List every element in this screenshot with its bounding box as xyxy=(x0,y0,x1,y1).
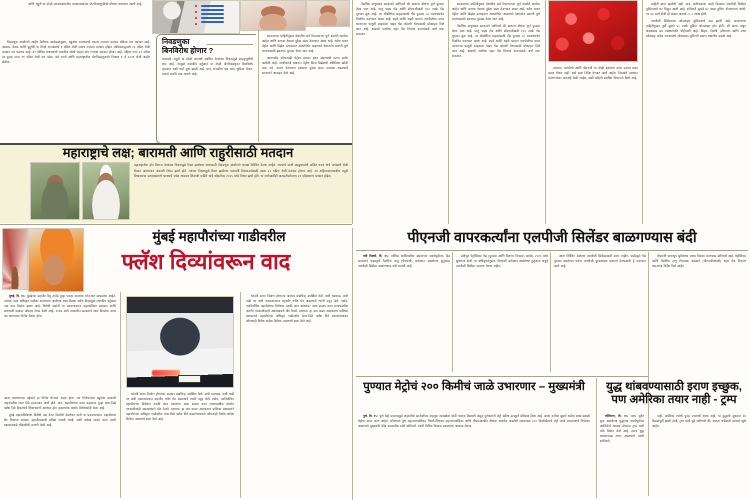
trump-headline: युद्ध थांबवण्यासाठी इराण इच्छुक, पण अमेरिका तयार नाही - ट्रम्प xyxy=(606,381,742,407)
lead-col1-text: मुंबईच्या महापौर रितू तावडे पुन्हा एकदा वादाच्या भोवऱ्यात सापडल्या आहेत. त्यांच्या नव्या अधिकृत गाडीवर लावण्यात आलेल्या लाल-निळ्या फ्लॅश दिव्यांमुळे राजकीय वर्तुळात नवा वाद निर्माण झाला आहे. विरोधी पक्षांनी या प्रकरणावरून महापालिका प्रशासन आणि सत्ताधारी पक्षावर जोरदार टीका केली आहे. २०१७ मध्ये तत्कालीन सरकारने लाल दिव्यांचा वापर बंद करण्याचा निर्णय घेतला होता. xyxy=(4,294,116,318)
paragraph: निवडणूक आयोगाने जाहीर केलेल्या कार्यक्रमानुसार, बहुतांश राज्यांमध्ये एकाच टप्प्यात मतदान प्रक्रिया पार पडणार आहे. आसाम, केरळ आणि पुद्दुचेरी या तिन्ही राज्यांमध्ये १ एप्रिल रोजी एकाच टप्प्यात मतदान होईल. तामिळनाडूमध्ये २२ एप्रिल रोजी मतदान पार पडणार आहे. तर पश्चिम बंगालमध्ये राजकीय संघर्ष पाहता दोन टप्प्यांत मतदान होणार आहे. पहिला टप्पा २२ एप्रिल तर दुसरा टप्पा २९ एप्रिल रोजी पार पडेल. सर्व राज्ये आणि महाराष्ट्रातील पोटनिवडणुकांचे निकाल ६ मे २०२६ रोजी जाहीर होतील. xyxy=(2,40,150,64)
paragraph: दरम्यान, एलपीजी आणि पीएनजी या दोन्ही इंधनांचा वापर एकाच घरात करता येणार नाही, असे स्पष्ट निर्देश देण्यात आले आहेत. नियमांचे उल्लंघन करणाऱ्यांवर कारवाई केली जाईल, अशी माहिती संबंधित विभागाने दिली आहे. xyxy=(548,66,638,80)
red-chilli-photo xyxy=(548,0,638,62)
trump-col1-text: मध्य पूर्वेत सुरू असलेल्या युद्धाच्या पार्श्वभूमीवर अमेरिकेचे अध्यक्ष डोनाल्ड ट्रम्प यांनी मोठे विधान केले आहे. इराण युद्ध थांबवण्यास तयार असल्याचे त्यांनी सांगितले. xyxy=(600,414,644,443)
trump-column-2: नाही. अमेरिका त्यांची पुन्हा उभारणी शक्य नाही. या युद्धाची सुरुवात २६ दिवसांपूर्वी झाली होती. ट्रम्प यांनी पुढे सांगितले की, शांतता चर्चेसाठी दरवाजे खुले आहेत. xyxy=(652,414,746,428)
paragraph: नैसर्गिक वायूबाबत सरकारने सांगितले की प्राधान्य क्षेत्रांना पूर्ण पुरवठा केला जात आहे. परंतु पाइप गॅस आणि सीएनजीसाठी १०० टक्के गॅस पुरवठा सुरू आहे, तर औद्योगिक ग्राहकांसाठी गॅस पुरवठा ८० टक्क्यांपर्यंत नियंत्रित करण्यात आला आहे. शहरे आणि शहरी भागात एलपीजीचा वापर करणाऱ्या घरगुती ग्राहकांना पाइप गॅस जोडणी घेण्यासाठी प्रोत्साहन दिले जात आहे. यासाठी नागरिक शहर गॅस वितरण कंपन्यांकडे अर्ज करू शकतात. xyxy=(452,24,540,58)
lead-column-3: भोवती सतत निर्माण होणाऱ्या वादांवर प्रश्नचिन्ह उपस्थित केले. कधी घडचाळ, कधी गाडी तर कधी वक्तव्यांवरून महापौर चर्चेत येत असल्याचे त्यांनी नमूद केले. तसेच, नवनिर्वाचित महापौरांच्या विरोधात नक्की काय चाललंय? अशा सवाल करत भाजपमधील अंतर्गत गटबाजीवरही अप्रत्यक्षपणे बोट ठेवले. दरम्यान, हा वाद वाढत असतानाच पालिका प्रशासनाने महापौरांच्या अधिकृत गाडीवरील लाल-निळे फ्लॅश दिवे बसवण्याबाबत कोणताही विशेष आदेश दिलेला नसल्याचे स्पष्ट केले आहे. xyxy=(246,294,348,323)
lead-column-4 xyxy=(4,396,116,430)
paragraph: आता घालण्याच्या उद्देशाने हा निर्णय घेण्यात आला होता. त्या निर्णयानंतर बहुतांश सरकारी वाहनांवरील लाल दिवे हटवण्यात आले होते. मात्र, महापौरांच्या नव्या वाहनावर पुन्हा लाल-निळे फ्लॅश दिवे दिसल्याने शिष्टाचाराचे उल्लंघन होत असल्याचा आरोप विरोधकांनी केला आहे. xyxy=(4,396,116,410)
sidebar-box-body: बारामती, राहुरी या दोन्ही जागांशी संबंधित नेत्यांच्या निधनामुळे सहानुभूतीची लाट आहे. त्यामुळे राजकीय वर्तुळात या दोन्ही पोटनिवडणुका बिनविरोध व्हाव्यात अशी चर्चा सुरू झाली आहे. मात्र, राजकीय पक्ष काय भूमिका घेतात, याकडे सर्वांचे लक्ष लागले आहे. xyxy=(162,57,253,77)
lead-column-2: भोवती सतत निर्माण होणाऱ्या वादांवर प्रश्नचिन्ह उपस्थित केले. कधी घडचाळ, कधी गाडी तर कधी वक्तव्यांवरून महापौर चर्चेत येत असल्याचे त्यांनी नमूद केले. तसेच, नवनिर्वाचित महापौरांच्या विरोधात नक्की काय चाललंय? अशा सवाल करत भाजपमधील अंतर्गत गटबाजीवरही अप्रत्यक्षपणे बोट ठेवले. दरम्यान, हा वाद वाढत असतानाच पालिका प्रशासनाने महापौरांच्या अधिकृत गाडीवरील लाल-निळे फ्लॅश दिवे बसवण्याबाबत कोणताही विशेष आदेश दिलेला नसल्याचे स्पष्ट केले आहे. xyxy=(126,392,234,421)
top-center-column-a xyxy=(262,34,348,78)
paragraph: सरकारच्या माहितीनुसार देशातील सर्व रिफायनऱ्या पूर्ण क्षमतेने कार्यरत आहेत आणि कच्च्या तेलाचा पुरेसा साठा ठेवण्यात आला आहे. तसेच भारत पेट्रोल आणि डिझेल उत्पादनात आत्मनिर्भर असल्याने देशांतर्गत मागणी पूर्ण करण्यासाठी इंधनाचा पुरवठा केला जात आहे. xyxy=(262,34,348,53)
lpg-column-2: द्रवीभूत पेट्रोलियम गॅस (पुरवठा आणि वितरण नियमन) आदेश, २००० मध्ये सुधारणा केली. या अधिसूचनेनुसार, पीएनजी कनेक्शन असलेल्या कुटुंबांना यापुढे एलपीजी सिलेंडर वापरता येणार नाहीत. xyxy=(456,254,548,268)
paragraph xyxy=(600,414,644,444)
paragraph xyxy=(358,254,450,269)
decorative-feather-photo xyxy=(2,228,28,290)
lead-column-1 xyxy=(4,294,116,321)
dateline: मुंबई, दि. १५: xyxy=(9,294,26,298)
baramati-headline: महाराष्ट्राचे लक्ष; बारामती आणि राहुरीसाठी मतदान xyxy=(62,145,294,160)
ajit-pawar-photo xyxy=(30,162,80,220)
evm-indicator-dots xyxy=(195,5,197,29)
lpg-column-4: पीएनजी पायाभूत सुविधांचा जलद विस्तार करण्यास सांगितले आहे. पेट्रोलियम आणि नैसर्गिक वायू नियामक मंडळाने (पीएनजीआरबी) शहर गॅस वितरण कंपन्यांना निर्देश दिले आहेत. xyxy=(652,254,746,268)
lpg-headline: पीएनजी वापरकर्त्यांना एलपीजी सिलेंडर बाळगण्यास बंदी xyxy=(407,230,697,246)
paragraph: आतापर्यंत कोणत्याही पेट्रोल पंपावर इंधन संपल्याची घटना समोर आलेली नाही. नागरिकांनी घाबरून पेट्रोल किंवा डिझेलची अतिरिक्त खरेदी करू नये, कारण देशभरात इंधनाचा पुरेसा साठा उपलब्ध असल्याचे सरकारने आवाहन केले आहे. xyxy=(262,56,348,75)
paragraph xyxy=(4,294,116,319)
trump-column-1 xyxy=(600,414,644,446)
dateline: वॉशिंग्टन, दि. १५: xyxy=(605,414,629,418)
portrait-thumb-photo xyxy=(306,0,350,27)
sidebar-box-title-line1: निवडणुका xyxy=(162,37,190,46)
top-center-column-b xyxy=(356,2,444,39)
paragraph: सरकारच्या माहितीनुसार देशातील सर्व रिफायनऱ्या पूर्ण क्षमतेने कार्यरत आहेत आणि कच्च्या तेलाचा पुरेसा साठा ठेवण्यात आला आहे. तसेच भारत पेट्रोल आणि डिझेल उत्पादनात आत्मनिर्भर असल्याने देशांतर्गत मागणी पूर्ण करण्यासाठी इंधनाचा पुरवठा केला जात आहे. xyxy=(452,2,540,21)
paragraph: मुंबई महापालिकेच्या विरोधी पक्ष नेत्या किशोरी पेडणेकर यांनी या प्रकरणावरून महापौरांवर थेट निशाणा साधला. महापौरपदाची प्रतिष्ठा जपली जावी, अशी अपेक्षा व्यक्त करत त्यांनी प्रशासनाकडे चौकशीची मागणी केली आहे. xyxy=(4,413,116,427)
evm-machine-photo xyxy=(152,0,240,34)
paragraph: एलपीजी सिलेंडरच्या ऑनलाइन बुकिंगमध्ये वाढ झाली आहे. सरकारच्या माहितीनुसार पूर्वी सुमारे ५८ टक्के बुकिंग ऑनलाइन होत होती, जी आता वाढून जवळपास ७७ टक्क्यांपर्यंत पोहोचली आहे. बिहार, दिल्ली, हरियाणा आणि उत्तर प्रदेशसह अनेक राज्यांमध्ये ऑनलाइन बुकिंगचे प्रमाण लक्षणीय वाढले आहे. xyxy=(646,19,746,38)
top-left-story-body xyxy=(2,40,150,67)
shivaji-kardile-photo xyxy=(82,162,130,220)
top-left-continued-text xyxy=(28,2,146,7)
sidebar-box-title-line2: बिनविरोध होणार ? xyxy=(162,45,214,55)
sidebar-box xyxy=(156,34,256,144)
paragraph: माहिती प्राप्त झालेली नाही. मात्र, अलीकडच्या काही दिवसांत एलपीजी सिलेंडर बुकिंगमध्ये घट दिसून आली आहे. शनिवारी सुमारे ७८ लाख बुकिंग नोंदवण्यात आली, तर १२ मार्च रोजी ही संख्या अंदाजे ८८.८ लाख होती. xyxy=(646,2,746,16)
dateline: नवी दिल्ली, दि. १५: xyxy=(363,254,389,258)
metro-body-text: पुणे मेट्रो प्रकल्पामुळे शहरातील सार्वजनिक वाहतूक व्यवस्थेला मोठी चालना मिळाली असून पुणेकरांनी मेट्रो सेवेला उत्स्फूर्त प्रतिसाद दिला आहे. सध्या दररोज सुमारे अडीच लाख प्रवासी मेट्रोचा वापर करत आहेत. भविष्यात पुणे महानगरपालिका, पिंपरी-चिंचवड महानगरपालिका आणि पीएमआरडीए क्षेत्राचा समावेश असलेले जवळपास २०० किलोमीटरचे मेट्रो जाळे उभारण्याचे नियोजन असल्याचे मुख्यमंत्री देवेंद्र फडणवीस यांनी सांगितले. त्यांनी विविध विकास प्रकल्पांचा आढावा घेतला. xyxy=(358,414,590,428)
voter-photo xyxy=(240,0,306,31)
baramati-story-body: महाराष्ट्रातील दोन दिग्गज नेत्यांच्या निधनामुळे रिक्त झालेल्या जागांसाठी निवडणूक आयोगाने तारखा निश्चित केल्या आहेत. राज्याचे माजी उपमुख्यमंत्री अजित पवार यांचे जानेवारी रोजी विमान अपघातात अकाली निधन झाले होते. त्यांच्या निधनामुळे रिक्त झालेल्या बारामती विधानसभेसाठी आता २२ एप्रिल रोजी मतदान होणार आहे. तर अहिल्यानगरमधील राहुरी विधानसभा मतदारसंघाचे भाजपचे ज्येष्ठ आमदार शिवाजी कर्डिले यांचे ऑक्टोबर २०२५ मध्ये निधन झाले होते. या जागेसाठीही बारामतीसोबतच २२ एप्रिललाच मतदान होईल. xyxy=(134,163,348,179)
evm-buttons xyxy=(201,5,223,28)
lpg-column-1 xyxy=(358,254,450,271)
metro-headline: पुण्यात मेट्रोचं २०० किमीचं जाळे उभारणार – मुख्यमंत्री xyxy=(363,381,585,393)
top-center-column-c xyxy=(452,2,540,61)
car-number-plate xyxy=(178,375,201,382)
continued-text: आणि राहुरी या दोन्ही मतदारसंघातील मतदारसंघांच्या पोटनिवडणुकीची घोषणा करण्यात आली आहे. xyxy=(28,2,143,6)
paragraph xyxy=(358,414,590,429)
lead-headline: फ्लॅश दिव्यांवरून वाद xyxy=(121,249,291,274)
lpg-col1-text: पश्चिम आशियातील संकटाच्या पार्श्वभूमीवर, केंद्र सरकारने पाइपद्वारे नैसर्गिक वायू (पीएनजी) कनेक्शन असलेल्या कुटुंबांना एलपीजी सिलेंडर बाळगण्यास बंदी घातली आहे. xyxy=(358,254,451,268)
lpg-column-3: आता निश्चित केलेल्या एलपीजी सिलेंडरसाठी करार नाहीत. पाईपद्वारे गॅस पुरवठा नसलेल्या घरांना एलपीजी पुरवठ्याला प्राधान्य देण्यासाठी हे करण्यात आले आहे. xyxy=(554,254,646,268)
metro-body xyxy=(358,414,590,431)
dateline: पुणे, दि. १५: xyxy=(363,414,379,418)
top-right-column-d xyxy=(548,66,638,83)
lead-kicker: मुंबई महापौरांच्या गाडीवरील xyxy=(152,229,286,244)
top-right-column-e xyxy=(646,2,746,41)
mayor-car-photo xyxy=(126,296,234,388)
flash-light-beam xyxy=(152,370,180,376)
paragraph: नैसर्गिक वायूबाबत सरकारने सांगितले की प्राधान्य क्षेत्रांना पूर्ण पुरवठा केला जात आहे. परंतु पाइप गॅस आणि सीएनजीसाठी १०० टक्के गॅस पुरवठा सुरू आहे, तर औद्योगिक ग्राहकांसाठी गॅस पुरवठा ८० टक्क्यांपर्यंत नियंत्रित करण्यात आला आहे. शहरे आणि शहरी भागात एलपीजीचा वापर करणाऱ्या घरगुती ग्राहकांना पाइप गॅस जोडणी घेण्यासाठी प्रोत्साहन दिले जात आहे. यासाठी नागरिक शहर गॅस वितरण कंपन्यांकडे अर्ज करू शकतात. xyxy=(356,2,444,36)
